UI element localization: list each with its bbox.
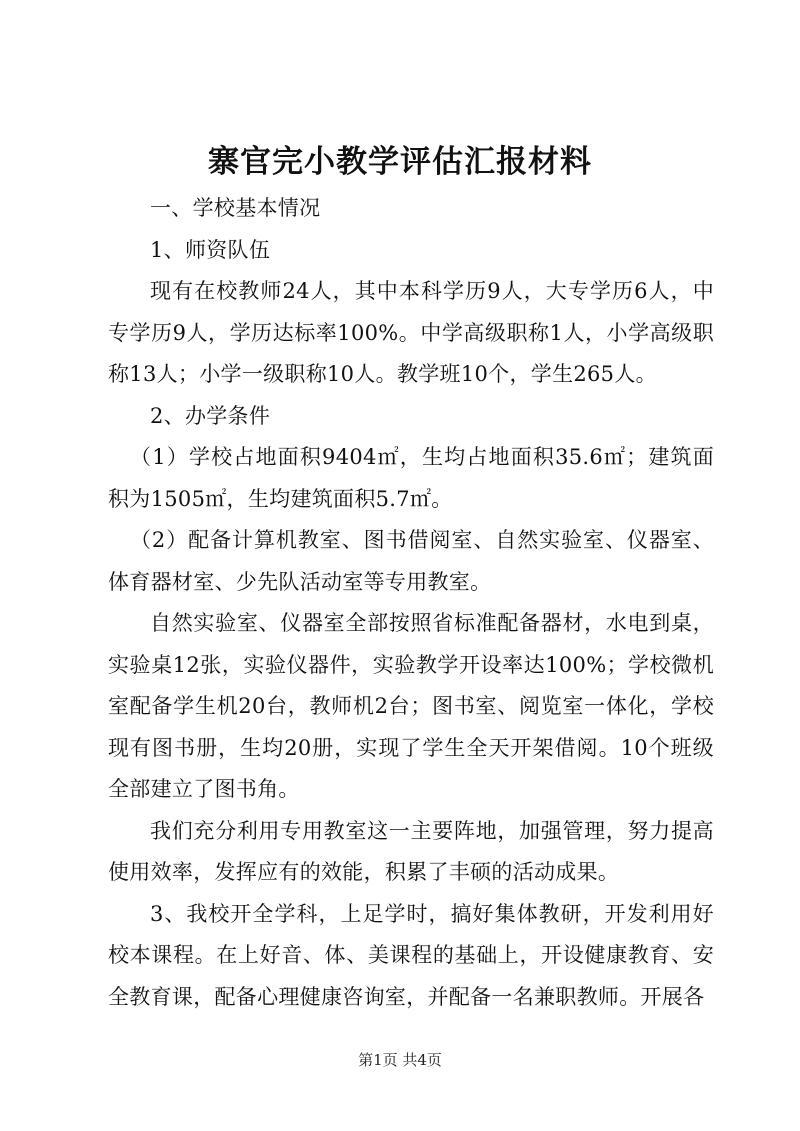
subsection-heading-teachers: 1、师资队伍 bbox=[150, 237, 271, 262]
document-body bbox=[108, 188, 714, 1018]
paragraph-campus-area: （1）学校占地面积9404㎡，生均占地面积35.6㎡；建筑面积为1505㎡，生均建筑面积5.7㎡。 bbox=[108, 445, 714, 511]
paragraph-special-classrooms: （2）配备计算机教室、图书借阅室、自然实验室、仪器室、体育器材室、少先队活动室等专用教室。 bbox=[108, 528, 714, 594]
paragraph-lab-equipment: 自然实验室、仪器室全部按照省标准配备器材，水电到桌，实验桌12张，实验仪器件，实验教学开设率达100%；学校微机室配备学生机20台，教师机2台；图书室、阅览室一体化，学校现有图书册，生均20册，实现了学生全天开架借阅。10个班级全部建立了图书角。 bbox=[108, 611, 714, 801]
page-number-footer: 第1页 共4页 bbox=[358, 1051, 442, 1069]
section-heading-school-basics: 一、学校基本情况 bbox=[150, 196, 321, 220]
paragraph-teacher-stats: 现有在校教师24人，其中本科学历9人，大专学历6人，中专学历9人，学历达标率100%。中学高级职称1人，小学高级职称13人；小学一级职称10人。教学班10个，学生265人。 bbox=[108, 279, 714, 386]
subsection-heading-conditions: 2、办学条件 bbox=[150, 403, 271, 428]
document-title: 寨官完小教学评估汇报材料 bbox=[208, 144, 592, 180]
paragraph-curriculum: 3、我校开全学科，上足学时，搞好集体教研，开发利用好校本课程。在上好音、体、美课程的基础上，开设健康教育、安全教育课，配备心理健康咨询室，并配备一名兼职教师。开展各 bbox=[108, 901, 714, 1009]
paragraph-classroom-usage: 我们充分利用专用教室这一主要阵地，加强管理，努力提高使用效率，发挥应有的效能，积累了丰硕的活动成果。 bbox=[108, 818, 714, 884]
